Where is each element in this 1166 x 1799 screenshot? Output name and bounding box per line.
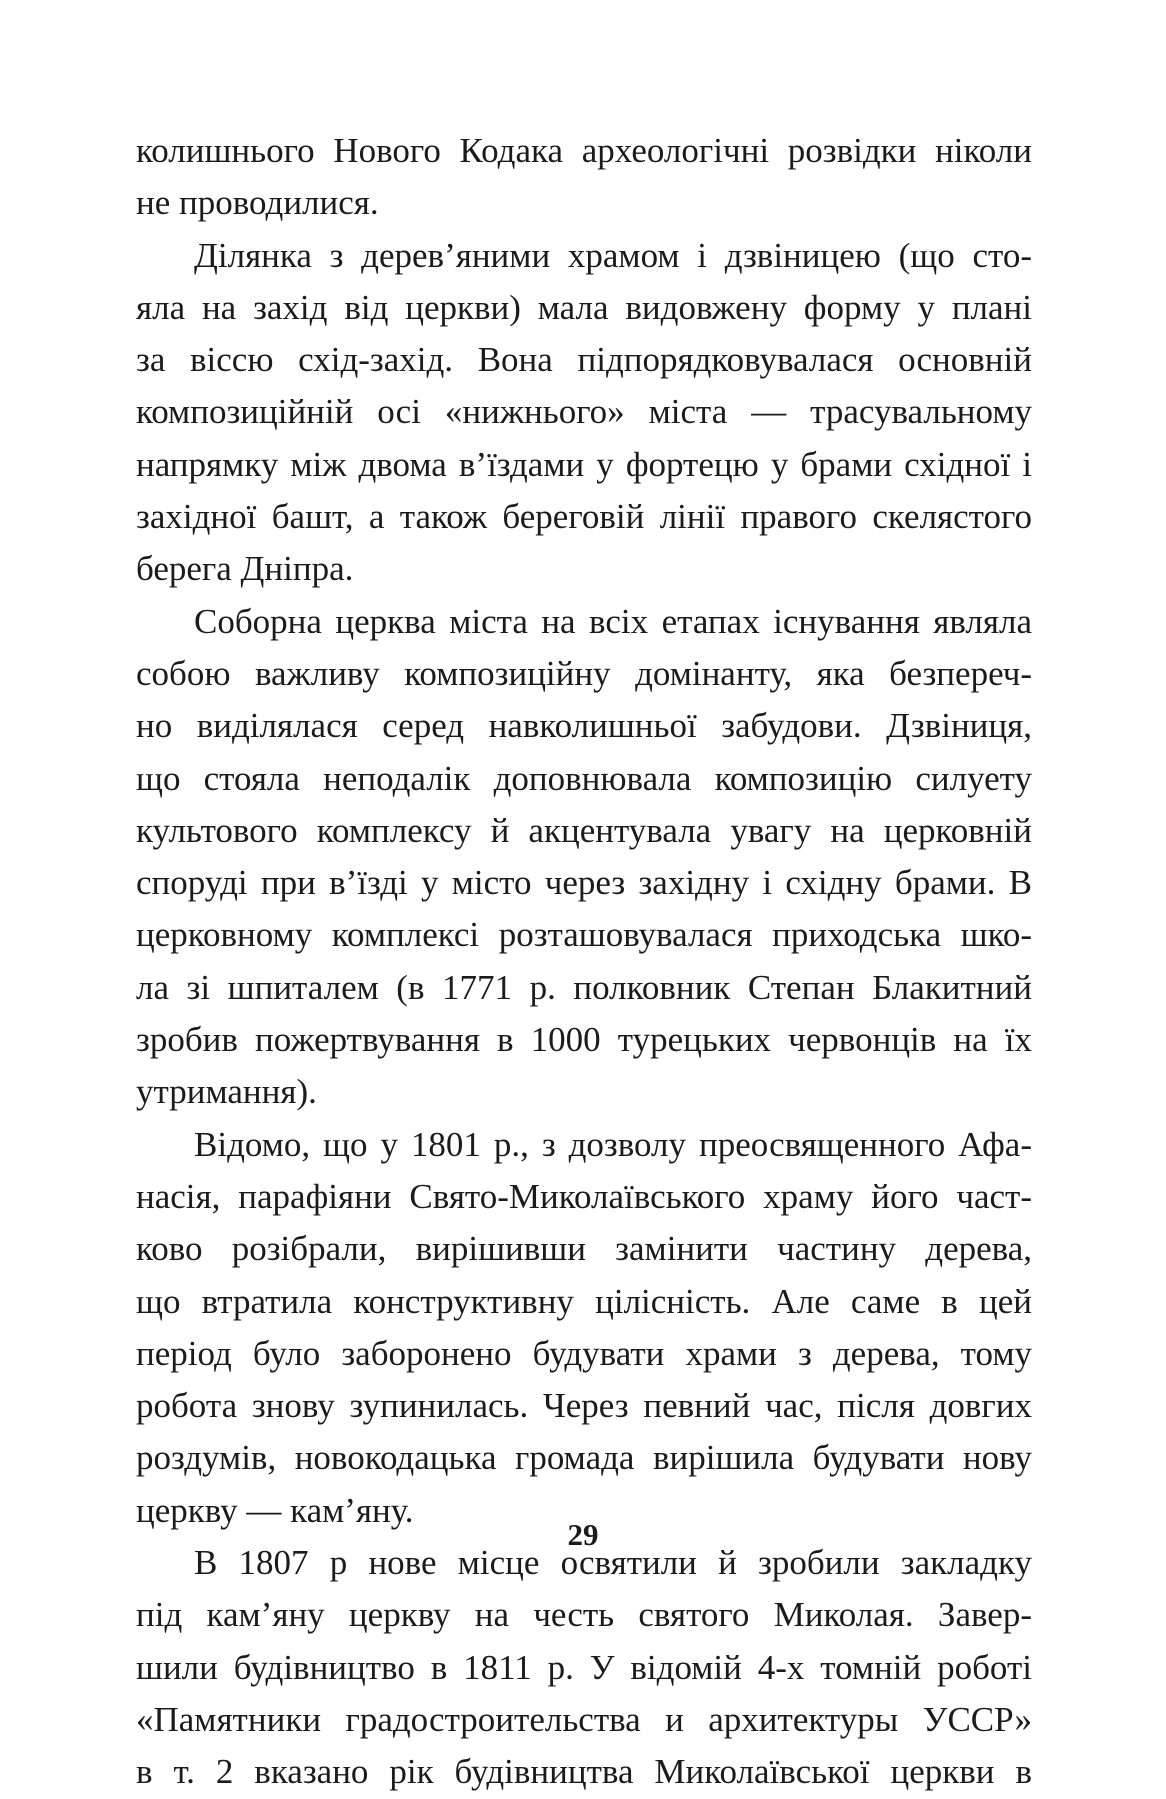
text-line: шили будівництво в 1811 р. У відомій 4-х томній роботі — [136, 1647, 1032, 1687]
text-line: роздумів, новокодацька громада вирішила будувати нову — [136, 1438, 1032, 1478]
text-line: ково розібрали, вирішивши замінити частину дерева, — [136, 1229, 1032, 1269]
text-line: композиційній осі «нижнього» міста — трасувальному — [136, 392, 1032, 432]
text-line: Соборна церква міста на всіх етапах існування являла — [194, 601, 1032, 641]
text-line: берега Дніпра. — [136, 549, 354, 589]
text-line: культового комплексу й акцентувала увагу на церковній — [136, 810, 1032, 850]
text-line: утримання). — [136, 1072, 317, 1112]
text-line: в т. 2 вказано рік будівництва Миколаївської церкви в — [136, 1752, 1032, 1792]
text-line: Відомо, що у 1801 р., з дозволу преосвященного Афа- — [194, 1124, 1032, 1164]
text-line: ла зі шпиталем (в 1771 р. полковник Степан Блакитний — [136, 967, 1032, 1007]
text-line: що стояла неподалік доповнювала композицію силуету — [136, 758, 1032, 798]
text-line: насія, парафіяни Свято-Миколаївського храму його част- — [136, 1176, 1032, 1216]
text-line: напрямку між двома в’їздами у фортецю у брами східної і — [136, 444, 1032, 484]
text-line: не проводилися. — [136, 183, 379, 223]
text-line: зробив пожертвування в 1000 турецьких червонців на їх — [136, 1020, 1032, 1060]
text-line: собою важливу композиційну домінанту, яка безпереч- — [136, 653, 1032, 693]
text-line: за віссю схід-захід. Вона підпорядковувалася основній — [136, 340, 1032, 380]
text-line: «Памятники градостроительства и архитектуры УССР» — [136, 1699, 1032, 1739]
text-line: що втратила конструктивну цілісність. Але саме в цей — [136, 1281, 1032, 1321]
text-line: церкву — кам’яну. — [136, 1490, 414, 1530]
text-line: колишнього Нового Кодака археологічні розвідки ніколи — [136, 131, 1032, 170]
text-line: споруді при в’їзді у місто через західну і східну брами. В — [136, 863, 1032, 903]
text-line: західної башт, а також береговій лінії правого скелястого — [136, 497, 1032, 537]
text-line: період було заборонено будувати храми з дерева, тому — [136, 1333, 1032, 1373]
text-line: робота знову зупинилась. Через певний час, після довгих — [136, 1386, 1032, 1426]
text-line: Ділянка з дерев’яними храмом і дзвіницею (що сто- — [194, 235, 1032, 275]
text-line: церковному комплексі розташовувалася приходська шко- — [136, 915, 1032, 955]
text-line: під кам’яну церкву на честь святого Миколая. Завер- — [136, 1595, 1032, 1635]
text-line: но виділялася серед навколишньої забудови. Дзвіниця, — [136, 706, 1032, 746]
text-line: В 1807 р нове місце освятили й зробили закладку — [194, 1543, 1032, 1583]
text-line: яла на захід від церкви) мала видовжену форму у плані — [136, 287, 1032, 327]
page-number: 29 — [567, 1517, 599, 1552]
